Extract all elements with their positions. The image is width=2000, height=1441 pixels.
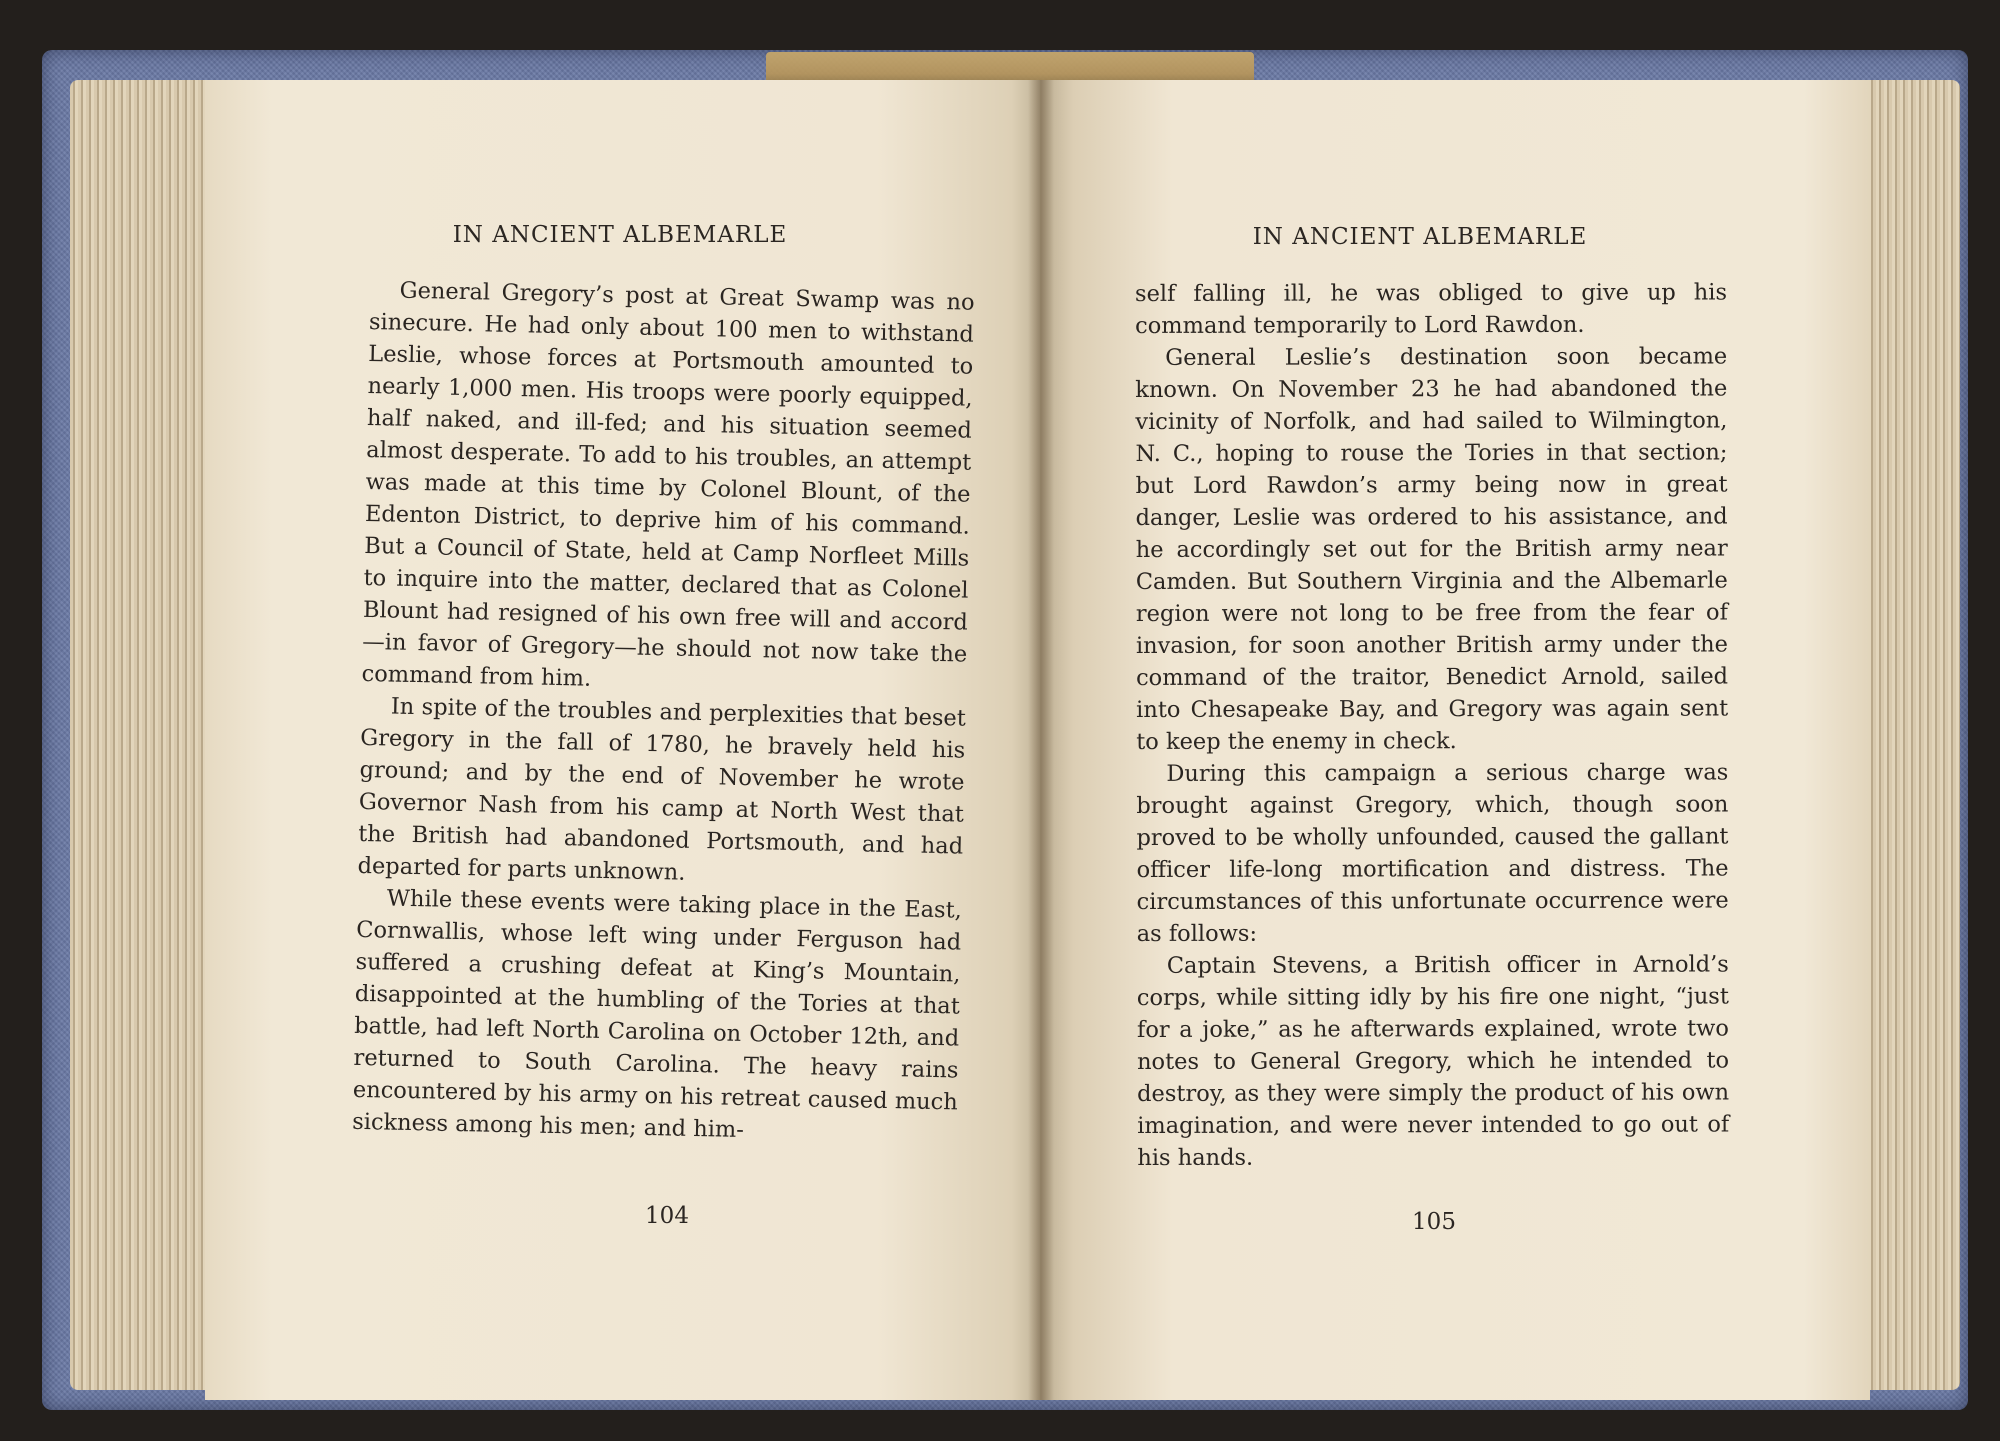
left-page-edges <box>70 80 210 1390</box>
paragraph: During this campaign a serious charge was brought against Gregory, which, though soon proved to be wholly unfounded, caused the gallant officer life-long mortification and distress. The circumstances of this unfortunate occurrence were as follows: <box>1136 759 1729 947</box>
paragraph: General Gregory’s post at Great Swamp was no sinecure. He had only about 100 men to withstand Leslie, whose forces at Portsmouth amounted to nearly 1,000 men. His troops were poorly equipped, half naked, and ill-fed; and his situation seemed almost desperate. To add to his troubles, an attempt was made at this time by Colonel Blount, of the Edenton District, to deprive him of his command. But a Council of State, held at Camp Norfleet Mills to inquire into the matter, declared that as Colonel Blount had resigned of his own free will and accord—in favor of Gregory—he should not now take the command from him. <box>361 277 975 692</box>
book-gutter <box>1028 80 1054 1400</box>
paragraph: self falling ill, he was obliged to give up his command temporarily to Lord Rawdon. <box>1135 279 1728 339</box>
left-running-head: IN ANCIENT ALBEMARLE <box>452 222 788 248</box>
paragraph: In spite of the troubles and perplexities that beset Gregory in the fall of 1780, he bravely held his ground; and by the end of November he wrote Governor Nash from his camp at North West that the British had abandoned Portsmouth, and had departed for parts unknown. <box>357 693 967 886</box>
paragraph: Captain Stevens, a British officer in Arnold’s corps, while sitting idly by his fire one night, “just for a joke,” as he afterwards explained, wrote two notes to General Gregory, which he intended to destroy, as they were simply the product of his own imagination, and were never intended to go out of his hands. <box>1136 951 1730 1171</box>
right-running-head: IN ANCIENT ALBEMARLE <box>1252 224 1588 250</box>
right-page-body <box>1135 276 1729 1174</box>
right-page-edges <box>1860 80 1960 1390</box>
right-page-number: 105 <box>1412 1209 1456 1235</box>
left-page-number: 104 <box>645 1203 689 1229</box>
paragraph: General Leslie’s destination soon became known. On November 23 he had abandoned the vicinity of Norfolk, and had sailed to Wilmington, N. C., hoping to rouse the Tories in that section; but Lord Rawdon’s army being now in great danger, Leslie was ordered to his assistance, and he accordingly set out for the British army near Camden. But Southern Virginia and the Albemarle region were not long to be free from the fear of invasion, for soon another British army under the command of the traitor, Benedict Arnold, sailed into Chesapeake Bay, and Gregory was again sent to keep the enemy in check. <box>1135 343 1729 755</box>
left-page-body <box>352 274 975 1150</box>
paragraph: While these events were taking place in the East, Cornwallis, whose left wing under Ferguson had suffered a crushing defeat at King’s Mountain, disappointed at the humbling of the Tories at that battle, had left North Carolina on October 12th, and returned to South Carolina. The heavy rains encountered by his army on his retreat caused much sickness among his men; and him- <box>351 885 963 1144</box>
